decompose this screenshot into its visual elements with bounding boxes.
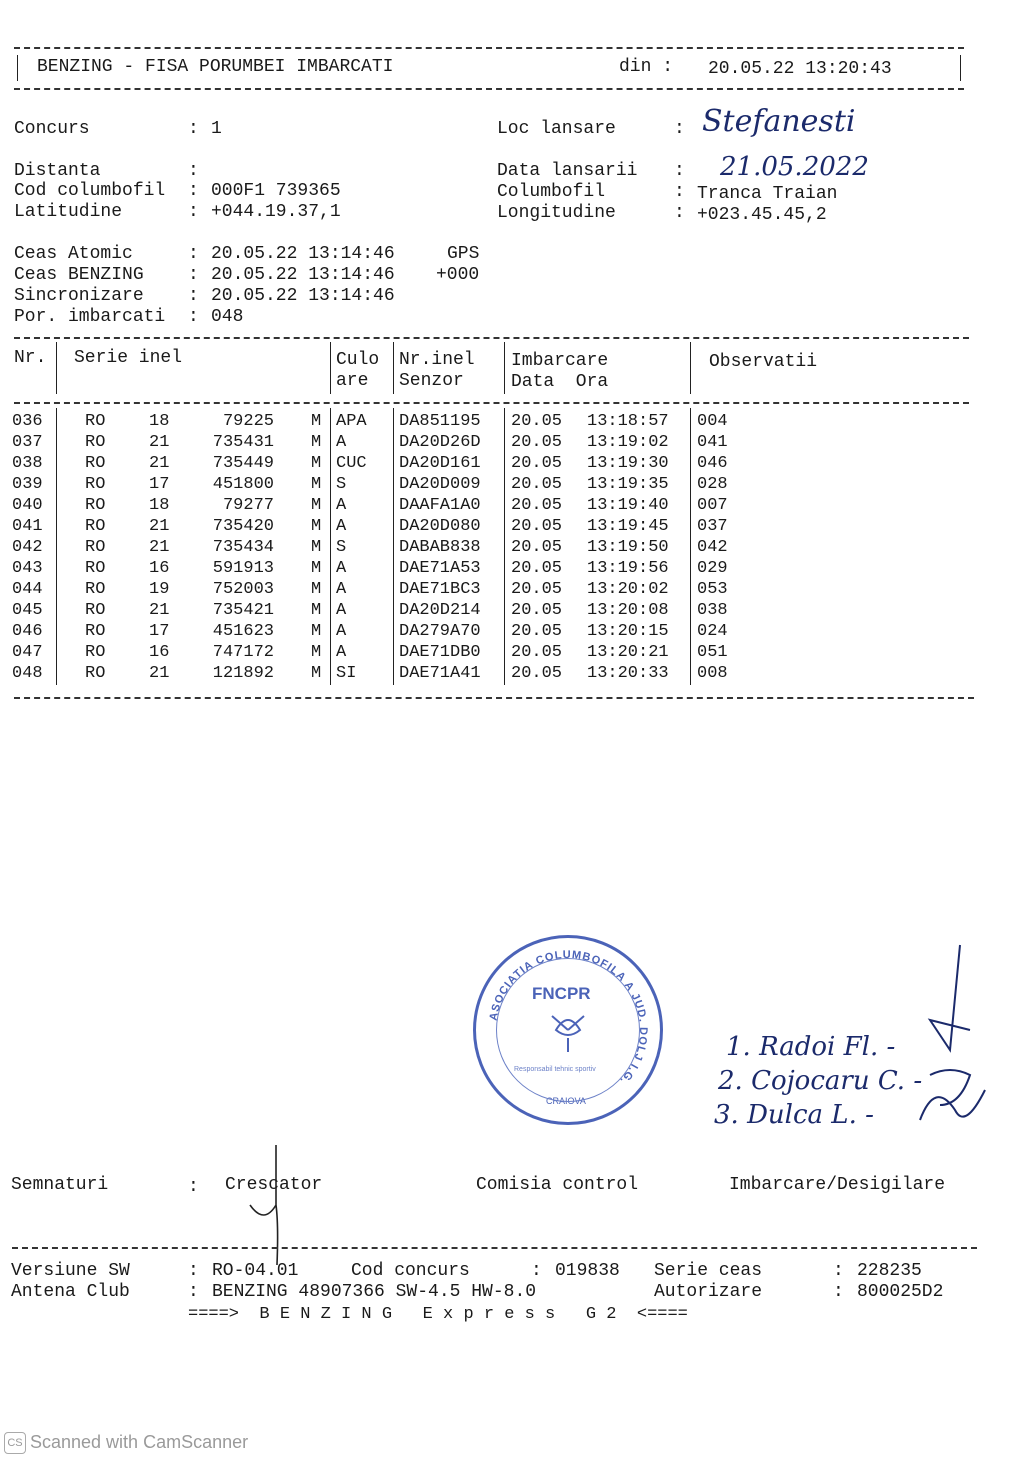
club-stamp	[473, 935, 663, 1125]
cell-sex: M	[311, 601, 322, 620]
cell-an: 21	[149, 517, 170, 536]
th-nr: Nr.	[14, 348, 47, 368]
stamp-ring-text: ASOCIATIA COLUMBOFILA A JUD. DOLJ I.G.	[487, 948, 650, 1087]
th-culoare-1: Culo	[336, 350, 380, 370]
th-culoare-2: are	[336, 371, 369, 391]
cell-inel: 735431	[212, 433, 274, 452]
cell-nr: 048	[12, 664, 43, 683]
ceas-atomic-value: 20.05.22 13:14:46	[211, 244, 395, 264]
cell-an: 18	[149, 412, 170, 431]
longitudine-value: +023.45.45,2	[697, 205, 827, 225]
info-sep: :	[188, 1261, 199, 1281]
cell-sex: M	[311, 580, 322, 599]
semnaturi-label: Semnaturi	[11, 1175, 109, 1195]
cell-data: 20.05	[511, 601, 563, 620]
cell-obs: 053	[697, 580, 728, 599]
cell-nr: 040	[12, 496, 43, 515]
cell-nr: 037	[12, 433, 43, 452]
cod-columbofil-value: 000F1 739365	[211, 181, 341, 201]
table-bottom-rule	[14, 697, 974, 699]
bottom-rule	[12, 1247, 977, 1249]
cell-culoare: A	[336, 643, 347, 662]
cell-an: 16	[149, 559, 170, 578]
clock-sep: :	[188, 265, 199, 285]
cell-culoare: A	[336, 433, 347, 452]
benzing-banner: ====> B E N Z I N G E x p r e s s G 2 <====	[188, 1305, 688, 1324]
ceas-benzing-value: 20.05.22 13:14:46	[211, 265, 395, 285]
clock-sep: :	[188, 244, 199, 264]
cell-ora: 13:19:30	[587, 454, 669, 473]
cell-sex: M	[311, 643, 322, 662]
antena-label: Antena Club	[11, 1282, 130, 1302]
info-sep: :	[674, 161, 685, 181]
cell-tara: RO	[85, 559, 106, 578]
cell-obs: 007	[697, 496, 728, 515]
cell-inel: 79277	[222, 496, 274, 515]
latitudine-value: +044.19.37,1	[211, 202, 341, 222]
cell-inel: 79225	[222, 412, 274, 431]
cell-tara: RO	[85, 580, 106, 599]
cod-concurs-label: Cod concurs	[351, 1261, 470, 1281]
cell-an: 21	[149, 538, 170, 557]
cell-an: 21	[149, 664, 170, 683]
cell-nr: 047	[12, 643, 43, 662]
cell-data: 20.05	[511, 580, 563, 599]
serie-ceas-label: Serie ceas	[654, 1261, 763, 1281]
cell-data: 20.05	[511, 475, 563, 494]
cell-sex: M	[311, 664, 322, 683]
header-datetime: 20.05.22 13:20:43	[708, 59, 892, 79]
stamp-bottom-text: CRAIOVA	[546, 1096, 586, 1106]
col-sep	[504, 408, 505, 685]
cell-senzor: DAE71DB0	[399, 643, 481, 662]
cell-culoare: A	[336, 559, 347, 578]
cell-an: 17	[149, 622, 170, 641]
concurs-value: 1	[211, 119, 222, 139]
cell-nr: 045	[12, 601, 43, 620]
cell-ora: 13:19:02	[587, 433, 669, 452]
cell-senzor: DAE71BC3	[399, 580, 481, 599]
semnaturi-sep: :	[188, 1177, 199, 1197]
col-sep	[330, 342, 331, 394]
cell-obs: 029	[697, 559, 728, 578]
info-sep: :	[833, 1282, 844, 1302]
cell-ora: 13:19:56	[587, 559, 669, 578]
th-nrinel-2: Senzor	[399, 371, 464, 391]
clock-label: Por. imbarcati	[14, 307, 166, 327]
cell-an: 21	[149, 433, 170, 452]
cell-nr: 046	[12, 622, 43, 641]
cell-culoare: S	[336, 475, 347, 494]
table-top-rule	[14, 337, 969, 339]
cell-culoare: CUC	[336, 454, 367, 473]
versiune-label: Versiune SW	[11, 1261, 130, 1281]
cell-senzor: DA20D009	[399, 475, 481, 494]
cell-senzor: DA851195	[399, 412, 481, 431]
cell-sex: M	[311, 517, 322, 536]
col-sep	[56, 408, 57, 685]
cell-ora: 13:19:45	[587, 517, 669, 536]
cell-an: 19	[149, 580, 170, 599]
cell-data: 20.05	[511, 643, 563, 662]
info-sep: :	[674, 182, 685, 202]
cell-inel: 735449	[212, 454, 274, 473]
cell-obs: 028	[697, 475, 728, 494]
cell-tara: RO	[85, 412, 106, 431]
cell-nr: 044	[12, 580, 43, 599]
cell-obs: 041	[697, 433, 728, 452]
cell-inel: 747172	[212, 643, 274, 662]
cell-obs: 037	[697, 517, 728, 536]
camscanner-watermark	[4, 1432, 248, 1454]
data-lansarii-handwritten: 21.05.2022	[720, 152, 869, 182]
loc-lansare-handwritten: Stefanesti	[702, 104, 856, 139]
cell-tara: RO	[85, 433, 106, 452]
header-right-bar	[960, 55, 961, 81]
camscanner-icon: CS	[4, 1432, 26, 1454]
info-sep: :	[188, 161, 199, 181]
col-sep	[504, 342, 505, 394]
cell-obs: 004	[697, 412, 728, 431]
cell-senzor: DA20D161	[399, 454, 481, 473]
info-label: Columbofil	[497, 182, 606, 202]
cell-sex: M	[311, 538, 322, 557]
cell-culoare: A	[336, 622, 347, 641]
versiune-value: RO-04.01	[212, 1261, 299, 1281]
comisia-label: Comisia control	[476, 1175, 639, 1195]
col-sep	[393, 408, 394, 685]
cell-culoare: A	[336, 580, 347, 599]
cell-data: 20.05	[511, 496, 563, 515]
cell-ora: 13:20:02	[587, 580, 669, 599]
cell-data: 20.05	[511, 517, 563, 536]
cell-sex: M	[311, 622, 322, 641]
clock-label: Ceas Atomic	[14, 244, 133, 264]
cell-tara: RO	[85, 454, 106, 473]
col-sep	[690, 342, 691, 394]
stamp-inner-text: Responsabil tehnic sportiv	[514, 1066, 596, 1073]
cell-culoare: A	[336, 517, 347, 536]
cell-sex: M	[311, 559, 322, 578]
cell-ora: 13:20:08	[587, 601, 669, 620]
cell-culoare: A	[336, 496, 347, 515]
info-label: Latitudine	[14, 202, 123, 222]
signature-scribbles	[890, 940, 1010, 1140]
table-header-rule	[14, 402, 969, 404]
cell-inel: 735420	[212, 517, 274, 536]
cell-an: 17	[149, 475, 170, 494]
info-label: Concurs	[14, 119, 90, 139]
header-bottom-rule	[14, 88, 964, 90]
cell-nr: 036	[12, 412, 43, 431]
cell-an: 21	[149, 601, 170, 620]
cell-tara: RO	[85, 496, 106, 515]
cell-nr: 041	[12, 517, 43, 536]
clock-extra: GPS	[447, 244, 480, 264]
cell-obs: 008	[697, 664, 728, 683]
cell-inel: 451623	[212, 622, 274, 641]
columbofil-value: Tranca Traian	[697, 184, 838, 204]
cell-obs: 046	[697, 454, 728, 473]
cell-culoare: APA	[336, 412, 367, 431]
info-sep: :	[674, 119, 685, 139]
cell-ora: 13:19:40	[587, 496, 669, 515]
clock-label: Sincronizare	[14, 286, 144, 306]
antena-value: BENZING 48907366 SW-4.5 HW-8.0	[212, 1282, 537, 1302]
stamp-inner-ring	[496, 958, 640, 1102]
cell-data: 20.05	[511, 433, 563, 452]
th-imbarcare-2: Data Ora	[511, 372, 609, 392]
cell-an: 21	[149, 454, 170, 473]
cell-culoare: A	[336, 601, 347, 620]
info-sep: :	[531, 1261, 542, 1281]
cell-ora: 13:20:21	[587, 643, 669, 662]
info-sep: :	[833, 1261, 844, 1281]
document-title: BENZING - FISA PORUMBEI IMBARCATI	[37, 57, 394, 77]
info-label: Longitudine	[497, 203, 616, 223]
serie-ceas-value: 228235	[857, 1261, 922, 1281]
imbarcare-label: Imbarcare/Desigilare	[729, 1175, 946, 1195]
th-nrinel-1: Nr.inel	[399, 350, 475, 370]
header-din-label: din :	[619, 57, 674, 77]
cell-ora: 13:19:50	[587, 538, 669, 557]
info-label: Loc lansare	[497, 119, 616, 139]
cell-nr: 039	[12, 475, 43, 494]
commission-member: 3. Dulca L. -	[714, 1100, 874, 1130]
cell-obs: 038	[697, 601, 728, 620]
cell-culoare: SI	[336, 664, 357, 683]
cell-ora: 13:20:33	[587, 664, 669, 683]
commission-member: 1. Radoi Fl. -	[726, 1032, 896, 1062]
cell-data: 20.05	[511, 559, 563, 578]
cell-data: 20.05	[511, 664, 563, 683]
por-imbarcati-value: 048	[211, 307, 244, 327]
cell-senzor: DA20D080	[399, 517, 481, 536]
cell-senzor: DAE71A53	[399, 559, 481, 578]
cell-an: 18	[149, 496, 170, 515]
clock-sep: :	[188, 307, 199, 327]
info-sep: :	[188, 1282, 199, 1302]
clock-sep: :	[188, 286, 199, 306]
info-sep: :	[188, 181, 199, 201]
cell-data: 20.05	[511, 454, 563, 473]
cell-senzor: DA279A70	[399, 622, 481, 641]
info-label: Distanta	[14, 161, 101, 181]
cell-tara: RO	[85, 643, 106, 662]
cell-tara: RO	[85, 664, 106, 683]
cell-inel: 451800	[212, 475, 274, 494]
th-observatii: Observatii	[709, 352, 818, 372]
cell-inel: 735421	[212, 601, 274, 620]
autorizare-label: Autorizare	[654, 1282, 763, 1302]
info-label: Data lansarii	[497, 161, 638, 181]
info-sep: :	[188, 119, 199, 139]
col-sep	[56, 342, 57, 394]
header-top-rule	[14, 47, 964, 49]
cell-obs: 051	[697, 643, 728, 662]
cod-concurs-value: 019838	[555, 1261, 620, 1281]
cell-inel: 735434	[212, 538, 274, 557]
cell-inel: 121892	[212, 664, 274, 683]
cell-senzor: DABAB838	[399, 538, 481, 557]
cell-tara: RO	[85, 517, 106, 536]
th-imbarcare-1: Imbarcare	[511, 351, 609, 371]
cell-sex: M	[311, 454, 322, 473]
sincronizare-value: 20.05.22 13:14:46	[211, 286, 395, 306]
stamp-center-text: FNCPR	[532, 984, 591, 1003]
cell-obs: 024	[697, 622, 728, 641]
cell-senzor: DAE71A41	[399, 664, 481, 683]
autorizare-value: 800025D2	[857, 1282, 944, 1302]
cell-sex: M	[311, 496, 322, 515]
col-sep	[690, 408, 691, 685]
cell-data: 20.05	[511, 622, 563, 641]
cell-nr: 042	[12, 538, 43, 557]
cell-nr: 043	[12, 559, 43, 578]
cell-ora: 13:18:57	[587, 412, 669, 431]
cell-sex: M	[311, 412, 322, 431]
cell-tara: RO	[85, 475, 106, 494]
camscanner-text: Scanned with CamScanner	[30, 1432, 249, 1452]
cell-tara: RO	[85, 622, 106, 641]
info-sep: :	[188, 202, 199, 222]
col-sep	[393, 342, 394, 394]
cell-ora: 13:20:15	[587, 622, 669, 641]
cell-ora: 13:19:35	[587, 475, 669, 494]
cell-data: 20.05	[511, 412, 563, 431]
cell-tara: RO	[85, 601, 106, 620]
col-sep	[330, 408, 331, 685]
cell-data: 20.05	[511, 538, 563, 557]
cell-nr: 038	[12, 454, 43, 473]
cell-senzor: DA20D214	[399, 601, 481, 620]
clock-extra: +000	[436, 265, 480, 285]
clock-label: Ceas BENZING	[14, 265, 144, 285]
header-left-bar	[17, 55, 18, 81]
cell-sex: M	[311, 475, 322, 494]
th-serie: Serie inel	[74, 348, 183, 368]
commission-member: 2. Cojocaru C. -	[718, 1066, 923, 1096]
crescator-label: Crescator	[225, 1175, 323, 1195]
cell-tara: RO	[85, 538, 106, 557]
cell-senzor: DA20D26D	[399, 433, 481, 452]
cell-inel: 752003	[212, 580, 274, 599]
info-sep: :	[674, 203, 685, 223]
cell-senzor: DAAFA1A0	[399, 496, 481, 515]
info-label: Cod columbofil	[14, 181, 166, 201]
cell-sex: M	[311, 433, 322, 452]
cell-obs: 042	[697, 538, 728, 557]
cell-culoare: S	[336, 538, 347, 557]
cell-an: 16	[149, 643, 170, 662]
cell-inel: 591913	[212, 559, 274, 578]
